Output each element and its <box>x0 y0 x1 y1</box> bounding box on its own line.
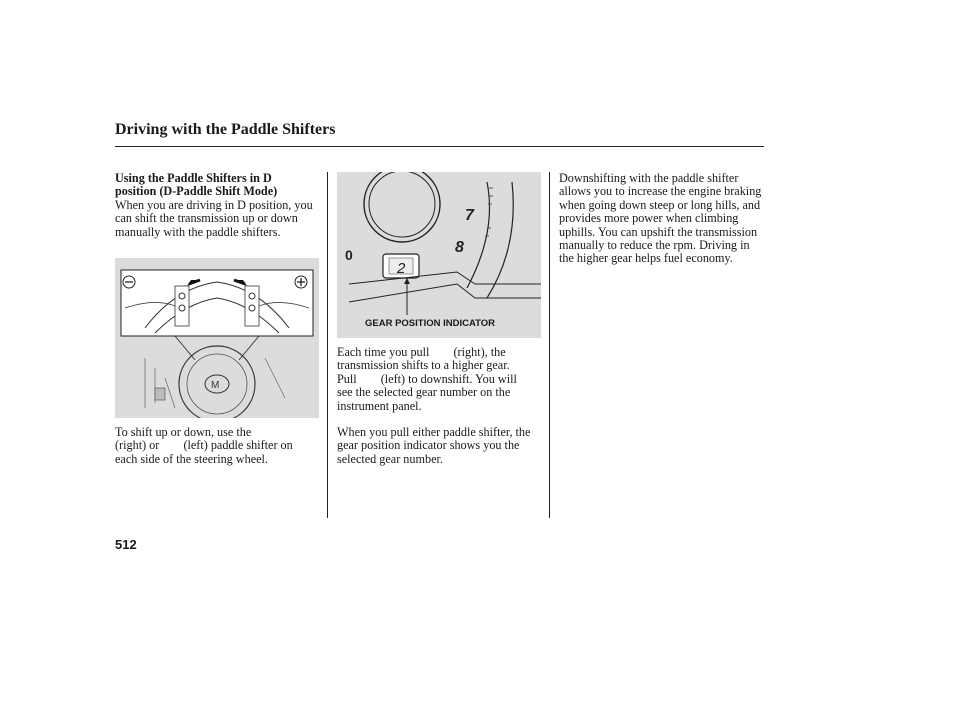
intro-paragraph: When you are driving in D position, you can shift the transmission up or down manually with the paddle shifters. <box>115 197 313 239</box>
left-column <box>115 172 320 239</box>
subheading-line1: Using the Paddle Shifters in D <box>115 171 272 185</box>
figure-caption: GEAR POSITION INDICATOR <box>365 318 496 329</box>
gear-number: 2 <box>397 260 406 277</box>
para1-e: (left) to downshift. You will <box>380 371 517 386</box>
gauge-drawing <box>337 172 541 338</box>
para1-line3 <box>337 373 545 386</box>
para1-c: transmission shifts to a higher gear. <box>337 358 510 373</box>
instruction-line1: To shift up or down, use the <box>115 425 252 439</box>
steering-wheel-illustration <box>115 258 319 418</box>
gear-indicator-illustration <box>337 172 541 338</box>
instruction-line3: each side of the steering wheel. <box>115 451 268 466</box>
right-column <box>559 172 767 266</box>
section-subheading <box>115 172 320 199</box>
para1-line1 <box>337 346 545 359</box>
para2: When you pull either paddle shifter, the gear position indicator shows you the selected gear number. <box>337 425 531 466</box>
para1-g: instrument panel. <box>337 398 422 413</box>
gauge-number-7: 7 <box>465 207 474 224</box>
upshift-paragraph <box>337 346 545 413</box>
para1-b: (right), the <box>453 345 506 359</box>
instruction-line2b: (left) paddle shifter on <box>183 438 293 453</box>
page-number: 512 <box>115 537 137 552</box>
page-title: Driving with the Paddle Shifters <box>115 121 336 138</box>
indicator-paragraph <box>337 426 545 466</box>
gauge-number-0: 0 <box>345 247 353 263</box>
column-divider-1 <box>327 172 328 518</box>
steering-wheel-drawing <box>115 258 319 418</box>
para1-f: see the selected gear number on the <box>337 385 511 400</box>
para1-a: Each time you pull <box>337 345 430 359</box>
subheading-line2: position (D-Paddle Shift Mode) <box>115 184 278 199</box>
para1-d: Pull <box>337 371 357 386</box>
downshift-paragraph: Downshifting with the paddle shifter allows you to increase the engine braking when going down steep or long hills, and provides more power when climbing uphills. You can upshift the transmission manually to reduce the rpm. Driving in the higher gear helps fuel economy. <box>559 171 762 266</box>
title-rule <box>115 146 764 147</box>
column-divider-2 <box>549 172 550 518</box>
instruction-line2 <box>115 439 320 452</box>
instruction-line2a: (right) or <box>115 438 160 453</box>
svg-text:M: M <box>211 380 220 391</box>
shift-instruction <box>115 426 320 466</box>
gauge-number-8: 8 <box>455 239 464 256</box>
